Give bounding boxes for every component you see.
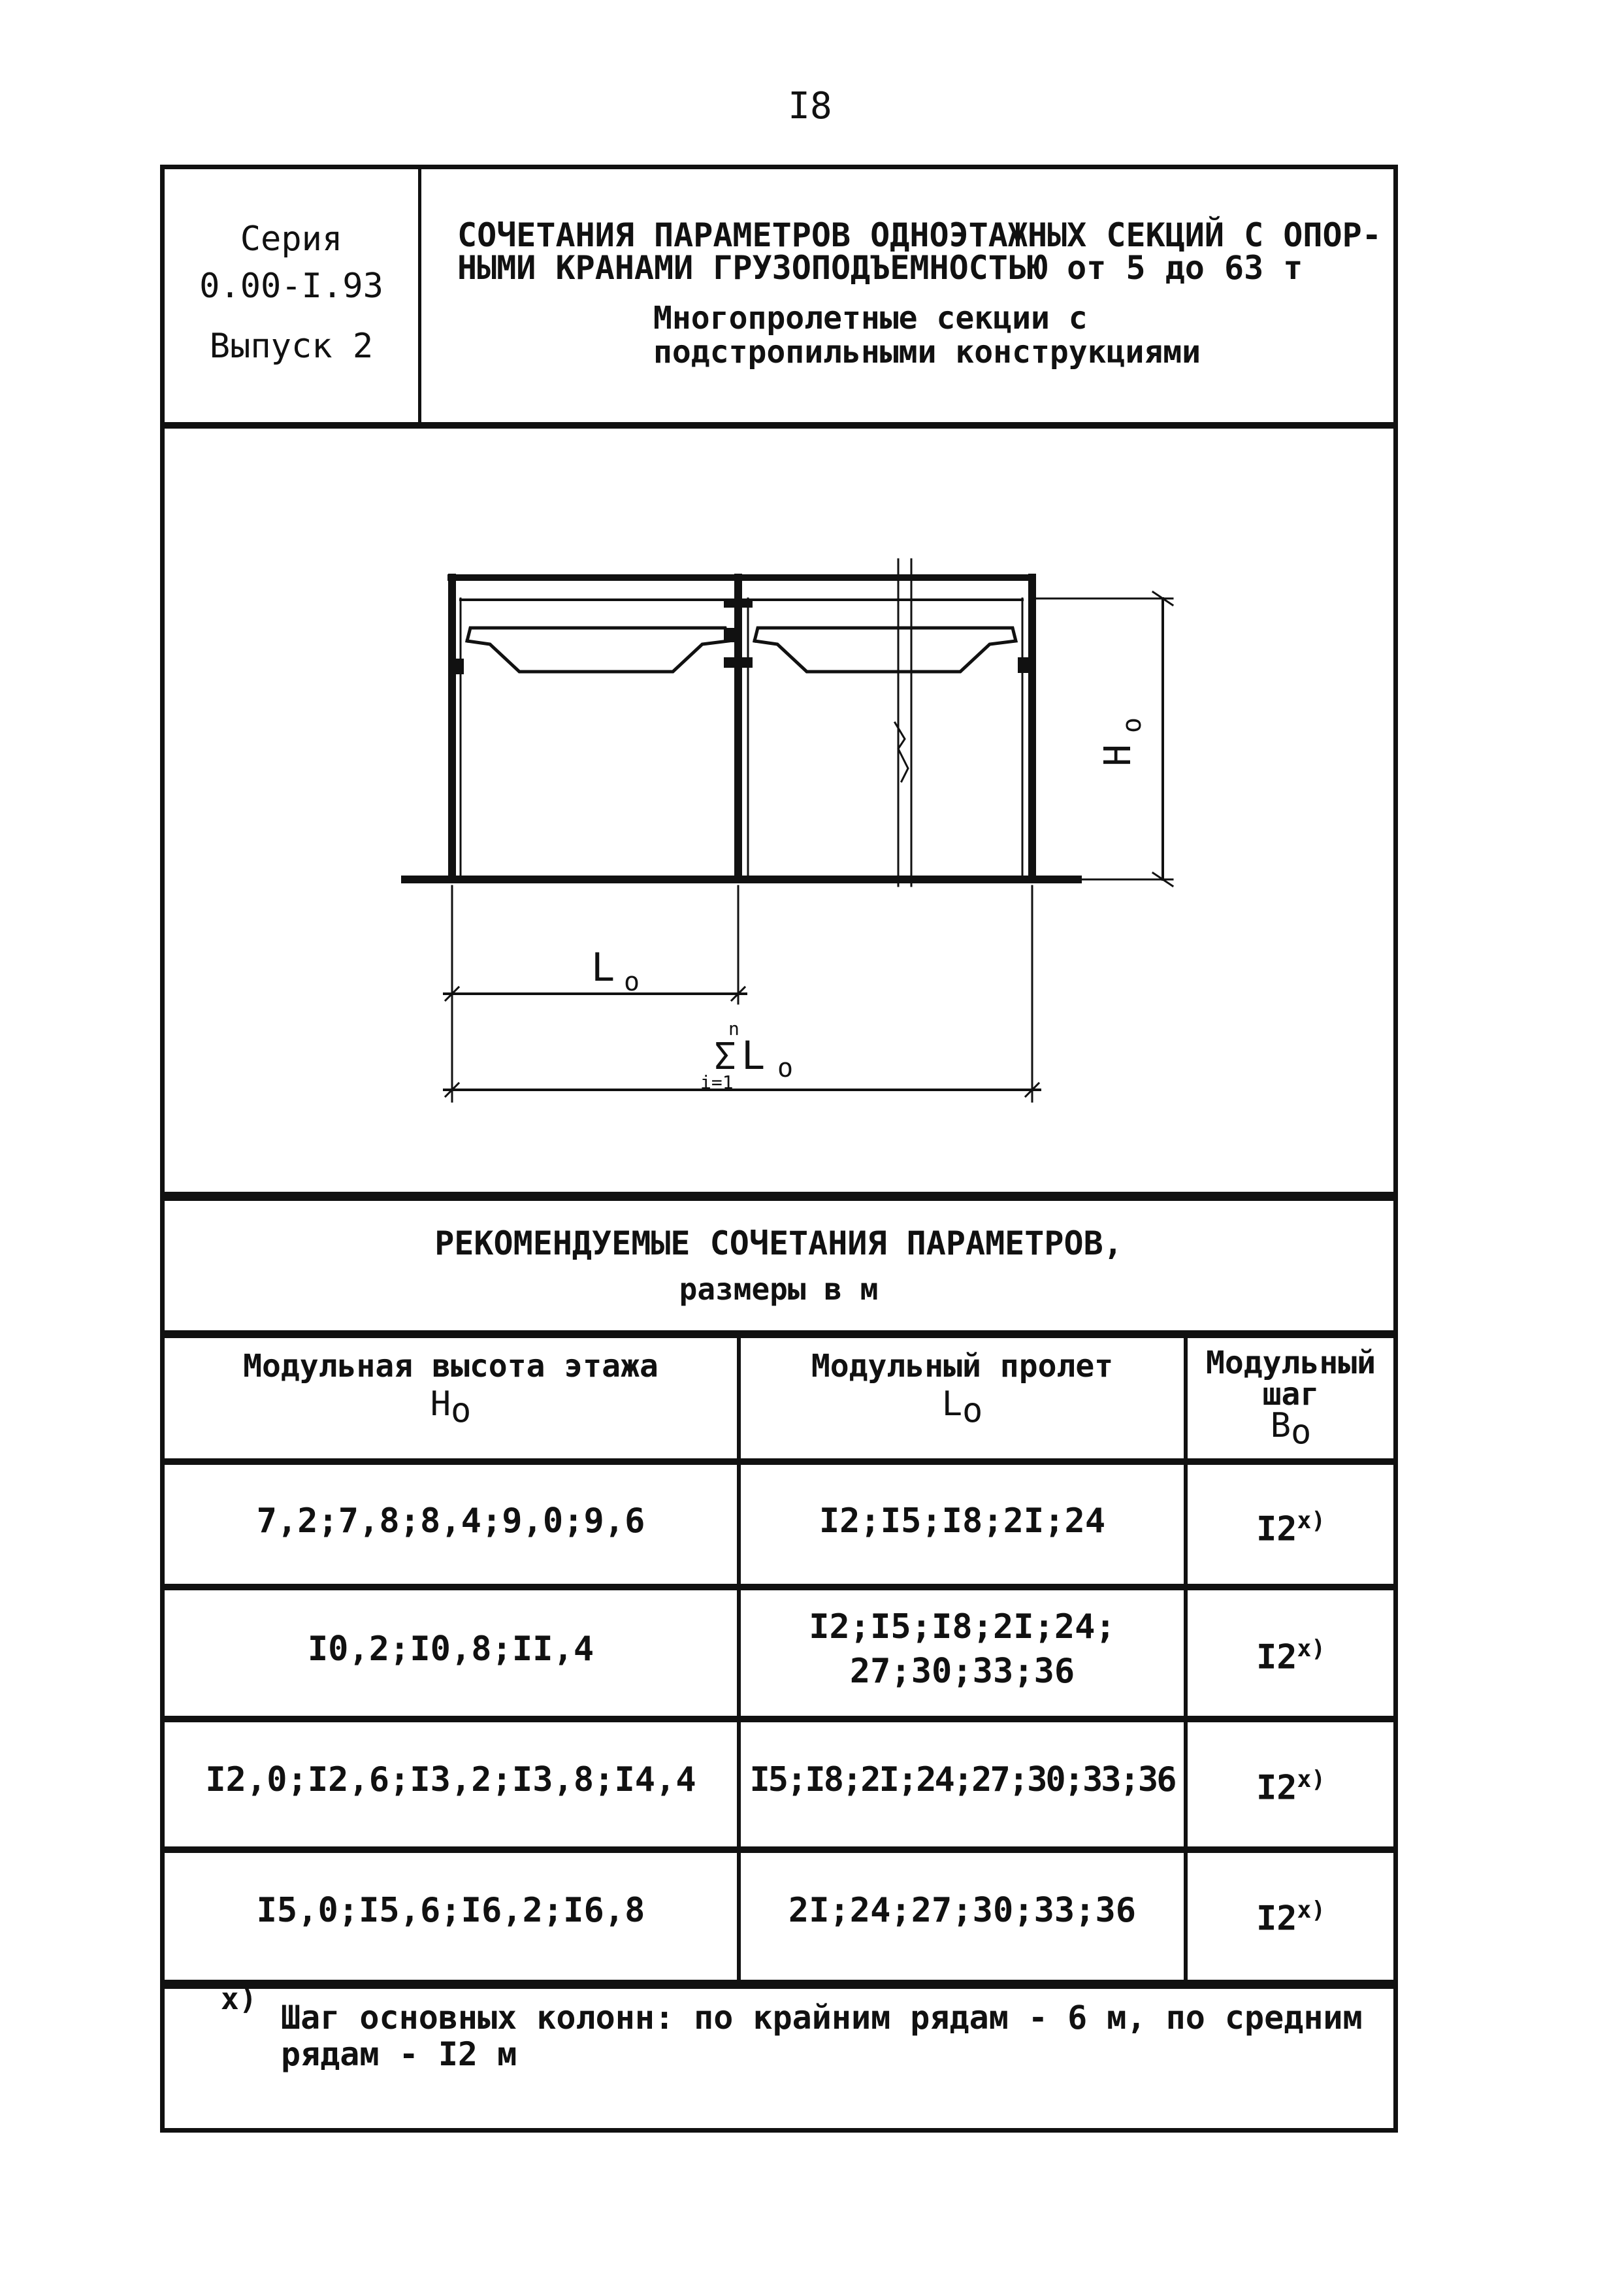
- row-2-step-mark: x): [1297, 1635, 1325, 1662]
- height-sub: о: [1117, 717, 1147, 733]
- table-header-rule: [160, 1458, 1398, 1465]
- row-2-span-line-1: I2;I5;I8;2I;24;: [809, 1607, 1116, 1647]
- table-row-rule: [160, 1716, 1398, 1722]
- row-4-step: [1188, 1888, 1394, 1941]
- header-step-text-1: Модульный: [1205, 1345, 1376, 1381]
- row-1-height: 7,2;7,8;8,4;9,0;9,6: [256, 1501, 645, 1541]
- sum-top: n: [728, 1018, 739, 1040]
- figure-bottom-rule: [160, 1192, 1398, 1201]
- recommendation-title: [165, 1221, 1393, 1312]
- series-label: Серия: [240, 220, 343, 259]
- row-3-step-value: I2: [1256, 1768, 1297, 1808]
- row-4-height: I5,0;I5,6;I6,2;I6,8: [256, 1891, 645, 1930]
- sum-sigma: Σ: [714, 1036, 736, 1078]
- document-title: [457, 216, 1385, 287]
- row-3-step-mark: x): [1297, 1766, 1325, 1793]
- span-sub: о: [624, 967, 640, 997]
- row-2-height: I0,2;I0,8;II,4: [307, 1630, 594, 1669]
- sum-sub: о: [777, 1053, 794, 1083]
- row-4-step-mark: x): [1297, 1897, 1325, 1924]
- height-label: Н: [1097, 744, 1139, 766]
- row-2-span-line-2: 27;30;33;36: [849, 1652, 1075, 1691]
- recommendation-title-line-2: размеры в м: [679, 1271, 879, 1307]
- series-block: [165, 216, 418, 370]
- table-top-rule: [160, 1330, 1398, 1338]
- page-number: I8: [788, 85, 832, 127]
- section-drawing: [163, 429, 1391, 1192]
- row-3-step: [1188, 1758, 1394, 1810]
- title-line-1: СОЧЕТАНИЯ ПАРАМЕТРОВ ОДНОЭТАЖНЫХ СЕКЦИЙ С ОПОР-: [457, 216, 1382, 254]
- series-code: 0.00-I.93: [199, 267, 383, 306]
- header-step: [1188, 1345, 1394, 1452]
- table-row-rule: [160, 1584, 1398, 1590]
- header-span-sym: L: [941, 1385, 962, 1424]
- issue-label: Выпуск 2: [209, 327, 374, 366]
- header-divider: [418, 165, 421, 425]
- sum-label: L: [741, 1033, 766, 1079]
- row-2-step: [1188, 1627, 1394, 1679]
- header-span-sub: о: [962, 1391, 983, 1431]
- header-height-sub: о: [451, 1391, 472, 1431]
- subtitle-line-2: подстропильными конструкциями: [653, 334, 1201, 370]
- header-step-sub: о: [1291, 1413, 1312, 1452]
- subtitle-line-1: Многопролетные секции с: [653, 300, 1088, 336]
- recommendation-title-line-1: РЕКОМЕНДУЕМЫЕ СОЧЕТАНИЯ ПАРАМЕТРОВ,: [434, 1224, 1123, 1262]
- row-4-span: 2I;24;27;30;33;36: [788, 1891, 1137, 1930]
- crane-right: [755, 628, 1016, 672]
- row-2-span: [741, 1605, 1184, 1694]
- header-bottom-rule: [160, 422, 1398, 429]
- title-line-2: НЫМИ КРАНАМИ ГРУЗОПОДЪЕМНОСТЬЮ от 5 до 63 т: [457, 249, 1303, 287]
- header-step-text-2: шаг: [1262, 1376, 1320, 1413]
- header-span: [741, 1347, 1184, 1430]
- table-row-rule: [160, 1846, 1398, 1853]
- footnote-mark: x): [221, 1981, 257, 2016]
- sum-bottom: i=1: [700, 1072, 734, 1093]
- row-2-step-value: I2: [1256, 1637, 1297, 1677]
- row-3-span: I5;I8;2I;24;27;30;33;36: [749, 1760, 1175, 1799]
- document-subtitle: [653, 299, 1372, 371]
- header-step-sym: В: [1270, 1406, 1291, 1445]
- row-3-height: I2,0;I2,6;I3,2;I3,8;I4,4: [205, 1760, 696, 1799]
- row-1-step: [1188, 1499, 1394, 1551]
- span-label: L: [591, 945, 615, 991]
- row-1-span: I2;I5;I8;2I;24: [819, 1501, 1106, 1541]
- row-1-step-mark: x): [1297, 1507, 1325, 1534]
- footnote: [281, 1999, 1378, 2073]
- crane-left: [467, 628, 728, 672]
- table-bottom-rule: [160, 1980, 1398, 1989]
- header-height: [165, 1347, 737, 1430]
- header-height-sym: Н: [430, 1385, 451, 1424]
- footnote-line-1: Шаг основных колонн: по крайним рядам - 6 м, по средним: [281, 1999, 1363, 2037]
- header-span-text: Модульный пролет: [811, 1348, 1114, 1385]
- row-1-step-value: I2: [1256, 1509, 1297, 1549]
- header-height-text: Модульная высота этажа: [243, 1348, 658, 1385]
- footnote-line-2: рядам - I2 м: [281, 2035, 517, 2073]
- row-4-step-value: I2: [1256, 1899, 1297, 1939]
